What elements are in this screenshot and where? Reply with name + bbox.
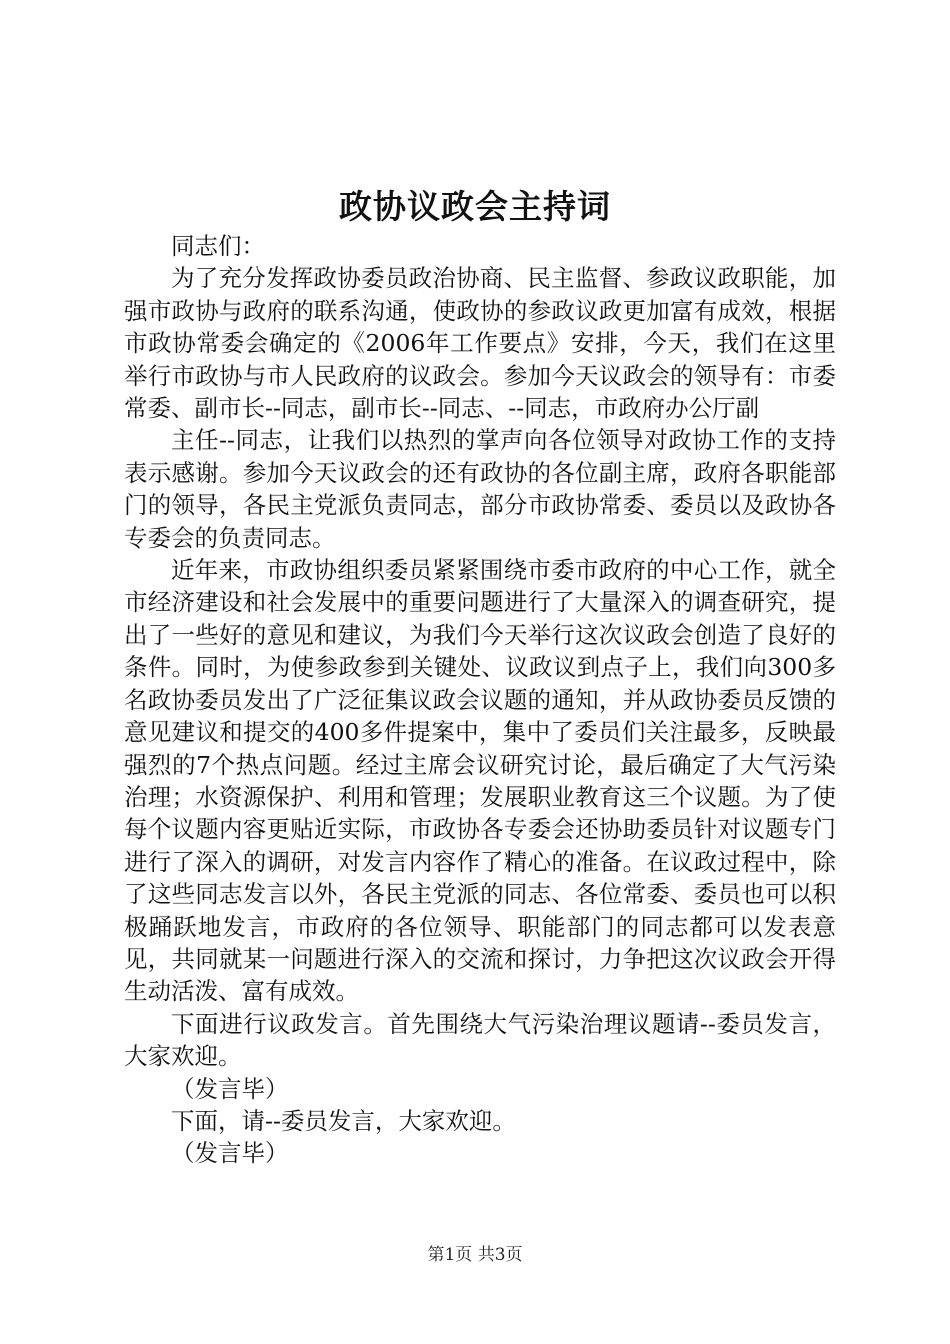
document-title: 政协议政会主持词 [339,187,611,226]
speech-end-note: （发言毕） [171,1139,289,1168]
greeting-paragraph: 同志们： [171,232,265,260]
body-paragraph: 下面进行议政发言。首先围绕大气污染治理议题请--委员发言，大家欢迎。 [124,1009,836,1071]
page-number-footer: 第1页 共3页 [427,1245,523,1265]
body-paragraph: 下面，请--委员发言，大家欢迎。 [171,1106,516,1135]
body-paragraph: 近年来，市政协组织委员紧紧围绕市委市政府的中心工作，就全市经济建设和社会发展中的重要问题进行了大量深入的调查研究，提出了一些好的意见和建议，为我们今天举行这次议政会创造了良好的条件。同时，为使参政参到关键处、议政议到点子上，我们向300多名政协委员发出了广泛征集议政会议题的通知，并从政协委员反馈的意见建议和提交的400多件提案中，集中了委员们关注最多，反映最强烈的7个热点问题。经过主席会议研究讨论，最后确定了大气污染治理；水资源保护、利用和管理；发展职业教育这三个议题。为了使每个议题内容更贴近实际，市政协各专委会还协助委员针对议题专门进行了深入的调研，对发言内容作了精心的准备。在议政过程中，除了这些同志发言以外，各民主党派的同志、各位常委、委员也可以积极踊跃地发言，市政府的各位领导、职能部门的同志都可以发表意见，共同就某一问题进行深入的交流和探讨，力争把这次议政会开得生动活泼、富有成效。 [124,556,836,1006]
document-body [124,230,836,1170]
body-paragraph: 为了充分发挥政协委员政治协商、民主监督、参政议政职能，加强市政协与政府的联系沟通，使政协的参政议政更加富有成效，根据市政协常委会确定的《2006年工作要点》安排，今天，我们在这里举行市政协与市人民政府的议政会。参加今天议政会的领导有：市委常委、副市长--同志，副市长--同志、--同志，市政府办公厅副 [124,264,836,423]
body-paragraph: 主任--同志，让我们以热烈的掌声向各位领导对政协工作的支持表示感谢。参加今天议政会的还有政协的各位副主席，政府各职能部门的领导，各民主党派负责同志，部分市政协常委、委员以及政协各专委会的负责同志。 [124,426,836,552]
speech-end-note: （发言毕） [171,1074,289,1103]
